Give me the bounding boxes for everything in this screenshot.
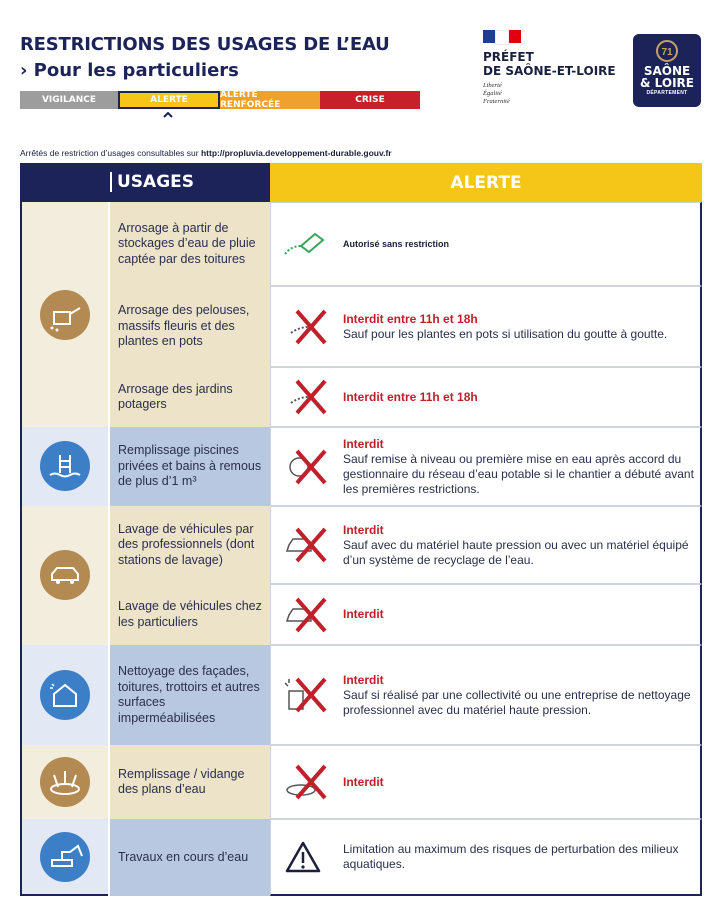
level-alerte: ALERTE [118, 91, 220, 109]
usage-arrosage-pelouses: Arrosage des pelouses, massifs fleuris et des plantes en pots [108, 286, 270, 367]
alerte-row-5 [270, 584, 702, 645]
status-row-7: Interdit [343, 774, 384, 789]
alerte-row-8 [270, 819, 702, 896]
alerte-row-6 [270, 645, 702, 745]
status-row-5: Interdit [343, 607, 384, 621]
pond-forbidden-icon [281, 762, 337, 802]
usage-travaux: Travaux en cours d’eau [108, 819, 270, 896]
usage-lavage-pro: Lavage de véhicules par des professionnels (dont stations de lavage) [108, 506, 270, 584]
republic-motto [483, 82, 510, 106]
header-usages [20, 163, 270, 202]
status-row-3: Interdit [343, 436, 384, 451]
car-wash-icon [40, 550, 90, 600]
warning-icon [281, 837, 337, 877]
page-subtitle: › Pour les particuliers [20, 60, 239, 81]
departement-name1: SAÔNE [643, 64, 691, 78]
alert-level-scale [20, 91, 420, 109]
alerte-row-0 [270, 202, 702, 286]
usage-lavage-particuliers: Lavage de véhicules chez les particuliers [108, 584, 270, 645]
group-travaux-icon-cell [20, 819, 108, 896]
alerte-row-4 [270, 506, 702, 584]
status-row-2: Interdit entre 11h et 18h [343, 389, 478, 404]
restrictions-table [20, 163, 702, 896]
alerte-row-3 [270, 427, 702, 506]
group-piscine-icon-cell [20, 427, 108, 506]
detail-row-4: Sauf avec du matériel haute pression ou avec un matériel équipé d’un système de recyclage de l’eau. [343, 537, 689, 567]
pool-forbidden-icon [281, 447, 337, 487]
status-row-4: Interdit [343, 522, 384, 537]
car-wash-forbidden-icon [281, 595, 337, 635]
level-alerte-renforcee: ALERTE RENFORCÉE [220, 91, 320, 109]
prefet-logo [483, 50, 616, 78]
detail-row-6: Sauf si réalisé par une collectivité ou une entreprise de nettoyage professionnel avec du matériel haute pression. [343, 687, 691, 717]
motto-fraternite: Fraternité [483, 98, 510, 105]
watering-forbidden-icon [281, 307, 337, 347]
reference-text: Arrêtés de restriction d’usages consultables sur [20, 148, 199, 158]
departement-logo [633, 34, 701, 107]
alerte-row-2 [270, 367, 702, 427]
alerte-row-1 [270, 286, 702, 367]
marianne-flag-icon [483, 30, 521, 45]
motto-egalite: Égalité [483, 90, 502, 97]
departement-name3: DÉPARTEMENT [646, 90, 688, 96]
status-row-1: Interdit entre 11h et 18h [343, 311, 478, 326]
prefet-line2: DE SAÔNE-ET-LOIRE [483, 64, 616, 78]
detail-row-8: Limitation au maximum des risques de perturbation des milieux aquatiques. [343, 842, 679, 871]
detail-row-3: Sauf remise à niveau ou première mise en eau après accord du gestionnaire du réseau d’eau potable si le chantier a débuté avant les premières restrictions. [343, 451, 694, 496]
usage-plans-eau: Remplissage / vidange des plans d’eau [108, 745, 270, 819]
header-alerte: ALERTE [270, 163, 702, 202]
status-autorise: Autorisé sans restriction [343, 239, 450, 249]
page-title: RESTRICTIONS DES USAGES DE L’EAU [20, 34, 390, 55]
watering-can-icon [40, 290, 90, 340]
prefet-line1: PRÉFET [483, 50, 534, 64]
excavator-icon [40, 832, 90, 882]
departement-number: 71 [656, 40, 678, 62]
detail-row-1: Sauf pour les plantes en pots si utilisation du goutte à goutte. [343, 326, 668, 341]
group-arrosage-icon-cell [20, 202, 108, 427]
header-usages-label: USAGES [110, 172, 194, 192]
motto-liberte: Liberté [483, 82, 502, 89]
usage-piscines: Remplissage piscines privées et bains à remous de plus d’1 m³ [108, 427, 270, 506]
usage-arrosage-pluie: Arrosage à partir de stockages d’eau de pluie captée par des toitures [108, 202, 270, 286]
departement-name2: & LOIRE [640, 76, 694, 90]
current-level-caret-icon [163, 112, 173, 118]
status-row-6: Interdit [343, 672, 384, 687]
alerte-row-7 [270, 745, 702, 819]
house-clean-icon [40, 670, 90, 720]
group-plans-eau-icon-cell [20, 745, 108, 819]
pond-icon [40, 757, 90, 807]
reference-url[interactable]: http://propluvia.developpement-durable.gouv.fr [200, 148, 392, 158]
usage-nettoyage: Nettoyage des façades, toitures, trottoirs et autres surfaces imperméabilisées [108, 645, 270, 745]
level-vigilance: VIGILANCE [20, 91, 118, 109]
level-crise: CRISE [320, 91, 420, 109]
group-lavage-icon-cell [20, 506, 108, 645]
group-nettoyage-icon-cell [20, 645, 108, 745]
usage-arrosage-potagers: Arrosage des jardins potagers [108, 367, 270, 427]
car-wash-forbidden-icon [281, 525, 337, 565]
watering-forbidden-icon [281, 377, 337, 417]
cleaning-forbidden-icon [281, 675, 337, 715]
reference-line [20, 148, 392, 158]
green-watering-icon [281, 224, 337, 264]
pool-icon [40, 441, 90, 491]
